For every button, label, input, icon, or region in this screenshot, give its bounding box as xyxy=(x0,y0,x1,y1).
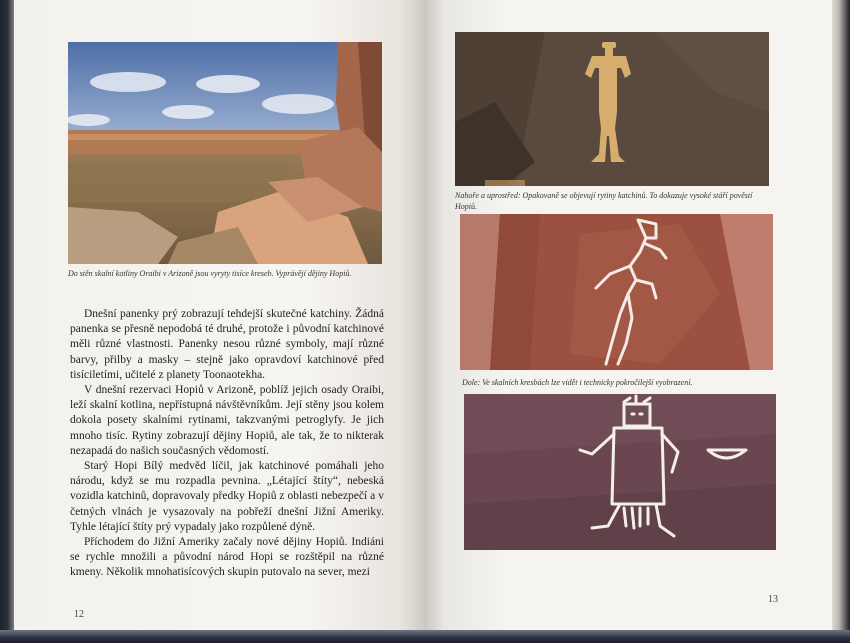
page-number-right: 13 xyxy=(768,594,778,605)
paragraph: V dnešní rezervaci Hopiů v Arizoně, poblíž jejich osady Oraibi, leží skalní kotlina, nepřístupná návštěvníkům. Její stěny jsou kolem dokola posety skalními rytinami, takzvanými petroglyfy. Je jich mnoho tisíc. Rytiny zobrazují dějiny Hopiů, ale tak, že to nikterak nezapadá do našich současných vědomostí. xyxy=(70,384,384,457)
canyon-photo xyxy=(68,42,382,264)
petroglyph-photo-top xyxy=(455,32,769,186)
table-background xyxy=(0,630,850,643)
paragraph: Dnešní panenky prý zobrazují tehdejší skutečné katchiny. Žádná panenka se přesně nepodobá té druhé, protože i původní katchinové měli různé vlastnosti. Panenky nesou různé symboly, mají různé barvy, přilby a masky – stejně jako opravdoví katchinové před tisíciletími, učitelé z planety Toonaotekha. xyxy=(70,308,384,381)
top-photo-caption: Nahoře a uprostřed: Opakovaně se objevují rytiny katchinů. To dokazuje vysoké stáří pověstí Hopiů. xyxy=(455,191,753,211)
petroglyph-photo-middle xyxy=(460,214,773,370)
paragraph: Starý Hopi Bílý medvěd líčil, jak katchinové pomáhali jeho národu, když se mu rozpadla pevnina. „Létající štíty“, nebeská vozidla katchinů, dopravovaly předky Hopiů z oblasti nebezpečí a v četných vlnách je vysazovaly na pobřeží dnešní Jižní Ameriky. Tyhle létající štíty prý vypadaly jako rozpůlené dýně. xyxy=(70,460,384,533)
left-page-body-text xyxy=(70,307,384,581)
middle-photo-caption: Dole: Ve skalních kresbách lze vidět i technicky pokročilejší vyobrazení. xyxy=(462,378,693,387)
petroglyph-photo-bottom xyxy=(464,394,776,550)
page-number-left: 12 xyxy=(74,609,84,620)
book-edge-right xyxy=(832,0,850,643)
left-photo-caption: Do stěn skalní kotliny Oraibi v Arizoně jsou vyryty tisíce kreseb. Vyprávějí dějiny Hopiů. xyxy=(68,269,352,278)
paragraph: Příchodem do Jižní Ameriky začaly nové dějiny Hopiů. Indiáni se rychle množili a původní národ Hopi se rozštěpil na různé kmeny. Několik mnohatisícových skupin putovalo na sever, mezi xyxy=(70,536,384,579)
